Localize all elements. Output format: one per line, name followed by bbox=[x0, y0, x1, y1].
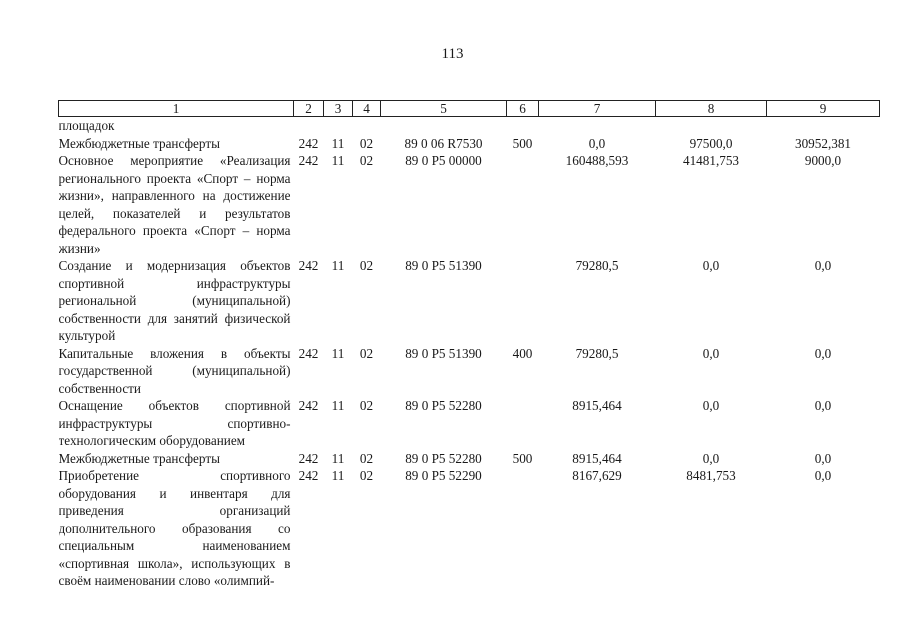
table-row bbox=[59, 135, 880, 153]
row-value-7: 160488,593 bbox=[565, 153, 629, 168]
row-code-3: 11 bbox=[331, 135, 345, 151]
row-name: Капитальные вложения в объекты государственной (муниципальной) собственности bbox=[58, 345, 291, 396]
row-value-7: 8167,629 bbox=[572, 468, 622, 483]
budget-table bbox=[58, 100, 880, 590]
row-code-5: 89 0 P5 51390 bbox=[405, 345, 482, 361]
row-value-9: 0,0 bbox=[814, 450, 832, 466]
row-code-5: 89 0 P5 51390 bbox=[405, 258, 482, 273]
table-row bbox=[59, 467, 880, 590]
row-value-8: 97500,0 bbox=[689, 135, 733, 151]
row-name: Приобретение спортивного оборудования и инвентаря для приведения организаций дополнительного образования со специальным наименованием «спортивная школа», использующих в своём наименовании слово «олимпий- bbox=[58, 468, 291, 588]
table-header-row bbox=[59, 101, 880, 117]
row-code-6 bbox=[507, 117, 539, 135]
table-row bbox=[59, 117, 880, 135]
row-code-5: 89 0 P5 00000 bbox=[405, 153, 482, 168]
row-value-8: 0,0 bbox=[702, 450, 720, 466]
header-col-1: 1 bbox=[59, 101, 294, 117]
row-name: Создание и модернизация объектов спортивной инфраструктуры региональной (муниципальной) собственности для занятий физической культурой bbox=[58, 258, 291, 343]
row-code-5 bbox=[381, 117, 507, 135]
row-value-7: 79280,5 bbox=[575, 258, 619, 273]
row-code-3 bbox=[324, 117, 353, 135]
row-code-6 bbox=[507, 467, 539, 590]
row-code-4: 02 bbox=[359, 450, 374, 466]
table-row bbox=[59, 450, 880, 468]
row-value-8: 41481,753 bbox=[682, 153, 740, 168]
row-code-2: 242 bbox=[298, 153, 319, 168]
table-row bbox=[59, 345, 880, 398]
row-code-6: 500 bbox=[512, 450, 533, 466]
row-value-9: 30952,381 bbox=[794, 135, 852, 151]
row-code-2: 242 bbox=[298, 450, 319, 466]
row-value-9: 0,0 bbox=[814, 398, 832, 413]
row-code-4: 02 bbox=[359, 135, 374, 151]
row-code-6 bbox=[507, 397, 539, 450]
row-code-4 bbox=[353, 117, 381, 135]
row-value-8: 0,0 bbox=[702, 258, 720, 273]
row-code-4: 02 bbox=[359, 258, 374, 273]
row-code-5: 89 0 06 R7530 bbox=[404, 135, 483, 151]
row-value-8: 8481,753 bbox=[686, 468, 736, 483]
header-col-5: 5 bbox=[381, 101, 507, 117]
header-col-8: 8 bbox=[656, 101, 767, 117]
row-value-7: 79280,5 bbox=[575, 345, 619, 361]
header-col-7: 7 bbox=[539, 101, 656, 117]
row-value-7 bbox=[539, 117, 656, 135]
row-code-2: 242 bbox=[298, 258, 319, 273]
header-col-4: 4 bbox=[353, 101, 381, 117]
row-value-7: 8915,464 bbox=[572, 450, 622, 466]
row-name: Основное мероприятие «Реализация регионального проекта «Спорт – норма жизни», направленного на достижение целей, показателей и результатов федерального проекта «Спорт – норма жизни» bbox=[58, 153, 291, 256]
row-code-6 bbox=[507, 152, 539, 257]
row-code-3: 11 bbox=[331, 468, 345, 483]
page-number: 113 bbox=[441, 46, 464, 62]
row-code-3: 11 bbox=[331, 398, 345, 413]
header-col-6: 6 bbox=[507, 101, 539, 117]
row-code-2: 242 bbox=[298, 345, 319, 361]
row-code-3: 11 bbox=[331, 345, 345, 361]
row-value-7: 0,0 bbox=[588, 135, 606, 151]
row-value-8: 0,0 bbox=[702, 345, 720, 361]
row-code-2: 242 bbox=[298, 135, 319, 151]
header-col-2: 2 bbox=[294, 101, 324, 117]
row-code-5: 89 0 P5 52280 bbox=[405, 450, 482, 466]
row-code-2 bbox=[294, 117, 324, 135]
row-code-4: 02 bbox=[359, 345, 374, 361]
table-row bbox=[59, 397, 880, 450]
row-code-4: 02 bbox=[359, 468, 374, 483]
row-name: Межбюджетные трансферты bbox=[58, 450, 220, 466]
row-code-2: 242 bbox=[298, 398, 319, 413]
row-code-3: 11 bbox=[331, 153, 345, 168]
row-code-6 bbox=[507, 257, 539, 345]
row-code-6: 400 bbox=[512, 345, 533, 361]
row-value-9: 9000,0 bbox=[804, 153, 842, 168]
row-code-4: 02 bbox=[359, 398, 374, 413]
row-code-3: 11 bbox=[331, 258, 345, 273]
table-row bbox=[59, 152, 880, 257]
row-code-6: 500 bbox=[512, 135, 533, 151]
row-name: Межбюджетные трансферты bbox=[58, 135, 220, 151]
row-value-9: 0,0 bbox=[814, 468, 832, 483]
row-code-5: 89 0 P5 52280 bbox=[405, 398, 482, 413]
row-name: площадок bbox=[58, 118, 115, 133]
row-value-9 bbox=[767, 117, 880, 135]
row-value-8: 0,0 bbox=[702, 398, 720, 413]
row-code-3: 11 bbox=[331, 450, 345, 466]
row-value-9: 0,0 bbox=[814, 258, 832, 273]
row-code-2: 242 bbox=[298, 468, 319, 483]
row-value-7: 8915,464 bbox=[572, 398, 622, 413]
row-code-5: 89 0 P5 52290 bbox=[405, 468, 482, 483]
row-code-4: 02 bbox=[359, 153, 374, 168]
row-name: Оснащение объектов спортивной инфраструктуры спортивно-технологическим оборудованием bbox=[58, 398, 291, 448]
header-col-9: 9 bbox=[767, 101, 880, 117]
row-value-8 bbox=[656, 117, 767, 135]
row-value-9: 0,0 bbox=[814, 345, 832, 361]
header-col-3: 3 bbox=[324, 101, 353, 117]
table-row bbox=[59, 257, 880, 345]
